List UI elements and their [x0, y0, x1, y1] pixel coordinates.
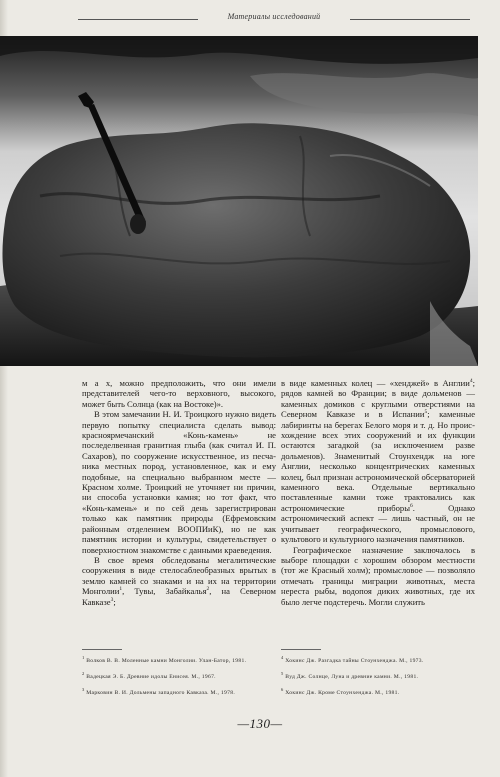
- paragraph-megaliths-text: В свое время обследованы мегалитические сооружения в виде стелосаблеобразных врытых в землю камней со знаками и на их на территории Монголии: [82, 554, 276, 597]
- header-rule-left: [78, 19, 198, 20]
- stone-photo-illustration: [0, 36, 478, 366]
- footnote-rule-right: [281, 649, 321, 650]
- paragraph-megaliths-end: ;: [113, 596, 116, 607]
- paragraph-megaliths: [82, 555, 276, 607]
- paragraph-troitsky: В этом замечании Н. И. Троицкого нужно видеть первую попытку специалиста сделать вывод: красноярмечанский «Конь-камень» не последелвенная гранитная глыба (как считал И. П. Сахаров), по сооружение искусственное, из песчаника местных пород, установленное, как и ему подобные, на специально выбранном месте — Красном холме. Троицкий не уточняет ни причин, ни способа установки камня; но тот факт, что «Конь-камень» и по сей день зарегистрирован только как памятник природы (Ефремовским районным отделением ВООПИиК), но не как памятник истории и культуры, свидетельствует о поверхностном знакомстве с данными краеведения.: [82, 409, 276, 555]
- page-number: —130—: [237, 716, 283, 731]
- footnote-text: Марковин В. И. Дольмены западного Кавказа. М., 1978.: [86, 689, 236, 696]
- footnote-text: Хокинс Дж. Разгадка тайны Стоунхенджа. М., 1973.: [285, 657, 424, 664]
- paragraph-monuments-c: ; каменные лабиринты на берегах Белого моря и т. д. Но происхождение всех этих сооружений и их функции остаются загадкой (за исключением разве дольменов). Знаменитый Стоунхендж на юге Англии, несколько концентрических каменных колец, был признан астрономической обсерваторией каменного века. Отдельные вертикально поставленные камни тоже трактовались как астрономические приборы: [281, 409, 476, 513]
- footnote-ref-6: 6: [410, 503, 413, 510]
- paragraph-monuments: [281, 378, 475, 545]
- footnote-number: 1: [82, 655, 85, 660]
- stone-photograph: [0, 36, 478, 366]
- footnote-number: 2: [82, 670, 85, 676]
- footnotes-left: [82, 654, 277, 702]
- footnote: [281, 654, 476, 665]
- text-column-left: [82, 378, 276, 607]
- header-rule-right: [350, 19, 470, 20]
- paragraph-megaliths-tail: , на Северном Кавказе: [82, 586, 276, 607]
- footnote-text: Вуд Дж. Солнце, Луна и древние камни. М., 1981.: [285, 673, 419, 680]
- footnote: [281, 686, 476, 697]
- text-column-right: [281, 378, 475, 607]
- footnotes-right: [281, 654, 476, 702]
- footnote-number: 6: [281, 686, 284, 692]
- paragraph-monuments-d: . Однако астрономический аспект — лишь частный, он не учитывает географического, промыслового, культового и культурного назначения памятников.: [281, 502, 475, 545]
- footnote-number: 5: [281, 670, 284, 676]
- paragraph-monuments-b: ; рядов камней во Франции; в виде дольменов — каменных домиков с круглыми отверстиями на Северном Кавказе и в Испании: [281, 378, 475, 420]
- running-header: [78, 12, 470, 26]
- footnote-text: Волков В. В. Моленные камни Монголии. Улан-Батор, 1981.: [86, 657, 247, 664]
- footnote-ref-5: 5: [424, 409, 428, 416]
- footnote-ref-2: 2: [206, 586, 210, 593]
- paragraph-megaliths-mid: , Тувы, Забайкалья: [122, 586, 207, 597]
- footnote-rule-left: [82, 649, 122, 650]
- footnote: [281, 670, 476, 681]
- paragraph-geography: Географическое назначение заключалось в выборе площадки с хорошим обзором местности (тот же Красный холм); промысловое — позволяло отмечать границы миграции животных, места нереста рыбы, водопоя диких животных, где их было легче подстеречь. Могли служить: [281, 544, 475, 607]
- footnote-ref-4: 4: [469, 378, 473, 385]
- footnote: [82, 654, 277, 665]
- footnote-number: 4: [281, 655, 284, 660]
- header-title: Материалы исследований: [227, 12, 321, 21]
- footnote-text: Вадецкая Э. Б. Древние идолы Енисея. М., 1967.: [86, 673, 216, 680]
- footnote: [82, 670, 277, 681]
- footnote-ref-1: 1: [119, 586, 123, 593]
- footnote: [82, 686, 277, 697]
- footnote-text: Хокинс Дж. Кроме Стоунхенджа. М., 1981.: [285, 689, 400, 696]
- footnote-number: 3: [82, 686, 85, 692]
- paragraph-continued: м а х, можно предположить, что они имели представителей чего-то верховного, высокого, может быть Солнца (как на Востоке)».: [82, 378, 276, 409]
- footnote-ref-3: 3: [110, 596, 114, 603]
- paragraph-monuments-a: в виде каменных колец — «хенджей» в Англии: [281, 378, 470, 388]
